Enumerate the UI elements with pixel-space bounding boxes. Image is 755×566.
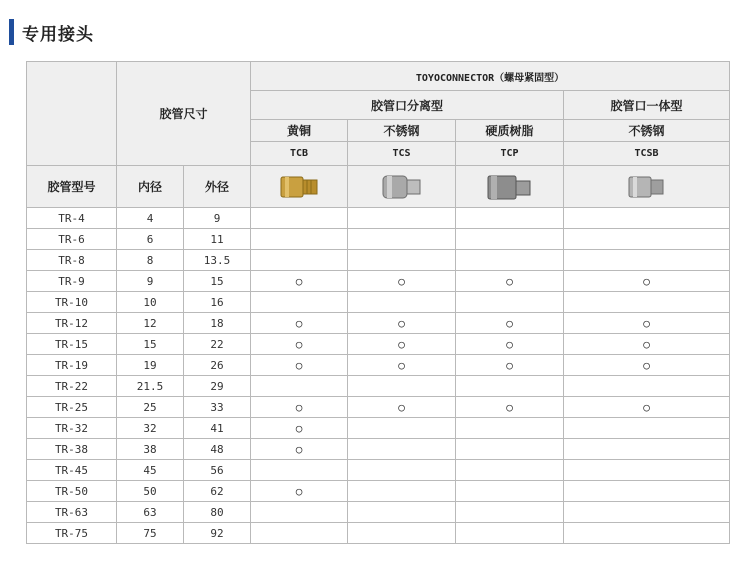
header-code-tcb: TCB xyxy=(251,142,348,166)
cell-outer-diameter: 26 xyxy=(184,355,251,376)
cell-tcsb xyxy=(564,292,730,313)
cell-tcsb xyxy=(564,460,730,481)
cell-tcp xyxy=(456,376,564,397)
image-cell-tcp xyxy=(456,166,564,208)
cell-inner-diameter: 6 xyxy=(117,229,184,250)
section-header xyxy=(9,19,94,45)
cell-tcb xyxy=(251,502,348,523)
cell-model: TR-45 xyxy=(27,460,117,481)
cell-outer-diameter: 13.5 xyxy=(184,250,251,271)
cell-tcs: ○ xyxy=(348,355,456,376)
cell-tcp: ○ xyxy=(456,334,564,355)
cell-tcp xyxy=(456,481,564,502)
cell-tcp xyxy=(456,523,564,544)
cell-tcsb xyxy=(564,418,730,439)
cell-tcp xyxy=(456,208,564,229)
cell-tcp: ○ xyxy=(456,313,564,334)
image-cell-tcsb xyxy=(564,166,730,208)
header-code-tcsb: TCSB xyxy=(564,142,730,166)
cell-model: TR-12 xyxy=(27,313,117,334)
header-code-tcp: TCP xyxy=(456,142,564,166)
cell-tcp: ○ xyxy=(456,397,564,418)
cell-model: TR-6 xyxy=(27,229,117,250)
stainless-connector-icon xyxy=(380,171,424,203)
cell-tcb: ○ xyxy=(251,397,348,418)
cell-tcb xyxy=(251,460,348,481)
cell-outer-diameter: 22 xyxy=(184,334,251,355)
table-row xyxy=(27,250,730,271)
cell-tcs: ○ xyxy=(348,334,456,355)
cell-tcs xyxy=(348,460,456,481)
cell-tcsb xyxy=(564,523,730,544)
cell-tcs xyxy=(348,292,456,313)
table-row xyxy=(27,271,730,292)
cell-model: TR-4 xyxy=(27,208,117,229)
cell-model: TR-10 xyxy=(27,292,117,313)
cell-model: TR-38 xyxy=(27,439,117,460)
cell-inner-diameter: 10 xyxy=(117,292,184,313)
cell-tcsb xyxy=(564,439,730,460)
cell-tcp: ○ xyxy=(456,271,564,292)
table-row xyxy=(27,376,730,397)
cell-model: TR-50 xyxy=(27,481,117,502)
spec-table xyxy=(26,61,730,544)
cell-tcp: ○ xyxy=(456,355,564,376)
cell-tcs xyxy=(348,229,456,250)
cell-tcs xyxy=(348,439,456,460)
header-brand: TOYOCONNECTOR（螺母紧固型） xyxy=(251,62,730,91)
cell-tcb: ○ xyxy=(251,313,348,334)
header-code-tcs: TCS xyxy=(348,142,456,166)
cell-tcp xyxy=(456,439,564,460)
cell-tcsb xyxy=(564,208,730,229)
table-row xyxy=(27,397,730,418)
cell-model: TR-15 xyxy=(27,334,117,355)
cell-tcb: ○ xyxy=(251,439,348,460)
cell-inner-diameter: 9 xyxy=(117,271,184,292)
cell-tcsb: ○ xyxy=(564,313,730,334)
cell-outer-diameter: 9 xyxy=(184,208,251,229)
cell-tcb xyxy=(251,376,348,397)
cell-tcsb: ○ xyxy=(564,397,730,418)
cell-tcb: ○ xyxy=(251,355,348,376)
cell-tcb xyxy=(251,523,348,544)
cell-model: TR-32 xyxy=(27,418,117,439)
cell-inner-diameter: 21.5 xyxy=(117,376,184,397)
header-material-stainless-integrated: 不锈钢 xyxy=(564,120,730,142)
cell-tcb xyxy=(251,250,348,271)
cell-model: TR-9 xyxy=(27,271,117,292)
cell-inner-diameter: 8 xyxy=(117,250,184,271)
cell-tcsb xyxy=(564,481,730,502)
cell-tcb xyxy=(251,292,348,313)
cell-tcb xyxy=(251,229,348,250)
cell-tcsb: ○ xyxy=(564,334,730,355)
cell-inner-diameter: 32 xyxy=(117,418,184,439)
cell-tcs xyxy=(348,481,456,502)
cell-tcp xyxy=(456,229,564,250)
cell-outer-diameter: 62 xyxy=(184,481,251,502)
cell-outer-diameter: 41 xyxy=(184,418,251,439)
table-row xyxy=(27,439,730,460)
cell-model: TR-22 xyxy=(27,376,117,397)
table-row xyxy=(27,502,730,523)
section-accent-bar xyxy=(9,19,14,45)
header-group-separate: 胶管口分离型 xyxy=(251,91,564,120)
image-cell-tcs xyxy=(348,166,456,208)
cell-tcs xyxy=(348,418,456,439)
cell-outer-diameter: 80 xyxy=(184,502,251,523)
resin-connector-icon xyxy=(486,171,534,203)
table-row xyxy=(27,292,730,313)
cell-tcsb: ○ xyxy=(564,271,730,292)
header-material-brass: 黄铜 xyxy=(251,120,348,142)
cell-inner-diameter: 15 xyxy=(117,334,184,355)
cell-tcs xyxy=(348,376,456,397)
header-inner-diameter: 内径 xyxy=(117,166,184,208)
table-row xyxy=(27,208,730,229)
cell-tcsb xyxy=(564,250,730,271)
cell-outer-diameter: 33 xyxy=(184,397,251,418)
cell-outer-diameter: 15 xyxy=(184,271,251,292)
cell-tcb: ○ xyxy=(251,271,348,292)
cell-inner-diameter: 12 xyxy=(117,313,184,334)
table-row xyxy=(27,460,730,481)
cell-inner-diameter: 50 xyxy=(117,481,184,502)
cell-tcs xyxy=(348,208,456,229)
cell-tcp xyxy=(456,292,564,313)
cell-tcp xyxy=(456,460,564,481)
header-material-resin: 硬质树脂 xyxy=(456,120,564,142)
cell-tcs xyxy=(348,502,456,523)
table-row xyxy=(27,523,730,544)
cell-tcp xyxy=(456,502,564,523)
cell-tcs xyxy=(348,523,456,544)
cell-tcb: ○ xyxy=(251,481,348,502)
cell-outer-diameter: 11 xyxy=(184,229,251,250)
table-row xyxy=(27,229,730,250)
cell-outer-diameter: 92 xyxy=(184,523,251,544)
cell-tcs: ○ xyxy=(348,271,456,292)
header-blank xyxy=(27,62,117,166)
cell-model: TR-19 xyxy=(27,355,117,376)
cell-inner-diameter: 4 xyxy=(117,208,184,229)
header-outer-diameter: 外径 xyxy=(184,166,251,208)
cell-tcsb xyxy=(564,502,730,523)
table-row xyxy=(27,418,730,439)
table-row xyxy=(27,334,730,355)
cell-inner-diameter: 75 xyxy=(117,523,184,544)
header-material-stainless: 不锈钢 xyxy=(348,120,456,142)
cell-inner-diameter: 45 xyxy=(117,460,184,481)
cell-tcsb: ○ xyxy=(564,355,730,376)
cell-outer-diameter: 16 xyxy=(184,292,251,313)
cell-inner-diameter: 25 xyxy=(117,397,184,418)
cell-outer-diameter: 48 xyxy=(184,439,251,460)
table-row xyxy=(27,355,730,376)
brass-connector-icon xyxy=(277,171,321,203)
header-group-integrated: 胶管口一体型 xyxy=(564,91,730,120)
cell-outer-diameter: 29 xyxy=(184,376,251,397)
cell-tcp xyxy=(456,250,564,271)
cell-tcs: ○ xyxy=(348,397,456,418)
cell-model: TR-25 xyxy=(27,397,117,418)
cell-tcsb xyxy=(564,229,730,250)
cell-tcb: ○ xyxy=(251,418,348,439)
cell-tcp xyxy=(456,418,564,439)
header-model: 胶管型号 xyxy=(27,166,117,208)
stainless-integrated-connector-icon xyxy=(625,171,669,203)
header-hose-size: 胶管尺寸 xyxy=(117,62,251,166)
image-cell-tcb xyxy=(251,166,348,208)
table-row xyxy=(27,313,730,334)
cell-model: TR-75 xyxy=(27,523,117,544)
cell-inner-diameter: 63 xyxy=(117,502,184,523)
cell-model: TR-63 xyxy=(27,502,117,523)
cell-outer-diameter: 18 xyxy=(184,313,251,334)
cell-model: TR-8 xyxy=(27,250,117,271)
cell-tcb: ○ xyxy=(251,334,348,355)
cell-tcs: ○ xyxy=(348,313,456,334)
cell-tcb xyxy=(251,208,348,229)
section-title: 专用接头 xyxy=(22,24,94,45)
cell-inner-diameter: 19 xyxy=(117,355,184,376)
cell-inner-diameter: 38 xyxy=(117,439,184,460)
cell-outer-diameter: 56 xyxy=(184,460,251,481)
table-row xyxy=(27,481,730,502)
cell-tcsb xyxy=(564,376,730,397)
cell-tcs xyxy=(348,250,456,271)
